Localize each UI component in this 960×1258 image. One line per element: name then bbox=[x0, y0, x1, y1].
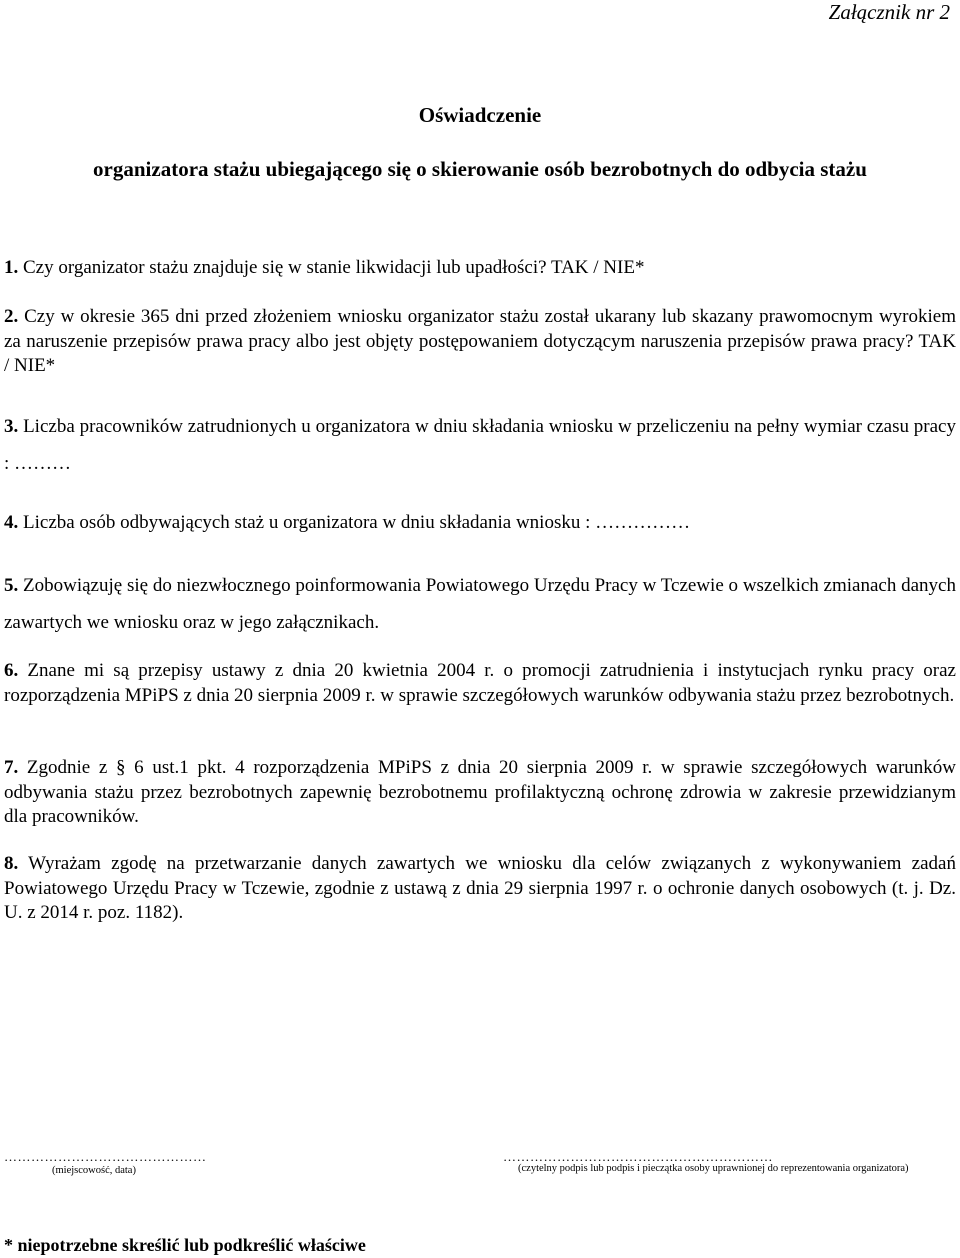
item-text: Wyrażam zgodę na przetwarzanie danych zawartych we wniosku dla celów związanych z wykonywaniem zadań Powiatowego Urzędu Pracy w Tczewie, zgodnie z ustawą z dnia 29 sierpnia 1997 r. o ochronie danych osobowych (t. j. Dz. U. z 2014 r. poz. 1182). bbox=[4, 853, 956, 923]
statement-item-4 bbox=[4, 511, 956, 536]
statement-item-7 bbox=[4, 756, 956, 830]
signature-left-dots: ……………………………………… bbox=[4, 1149, 207, 1164]
item-number: 2. bbox=[4, 306, 19, 327]
annex-label: Załącznik nr 2 bbox=[828, 0, 950, 24]
signature-right-dots: …………………………………………………… bbox=[503, 1149, 773, 1164]
place-date-caption: (miejscowość, data) bbox=[52, 1165, 136, 1176]
item-text: Zobowiązuję się do niezwłocznego poinformowania Powiatowego Urzędu Pracy w Tczewie o wszelkich zmianach danych zawartych we wniosku oraz w jego załącznikach. bbox=[4, 575, 956, 633]
item-number: 7. bbox=[4, 757, 19, 778]
item-number: 3. bbox=[4, 416, 19, 437]
footnote: * niepotrzebne skreślić lub podkreślić właściwe bbox=[4, 1235, 366, 1255]
item-number: 6. bbox=[4, 660, 19, 681]
statement-item-6 bbox=[4, 659, 956, 708]
item-text: Liczba pracowników zatrudnionych u organizatora w dniu składania wniosku w przeliczeniu na pełny wymiar czasu pracy : ……… bbox=[4, 416, 956, 474]
statement-item-3 bbox=[4, 408, 956, 482]
document-title: Oświadczenie bbox=[418, 103, 542, 127]
signature-caption: (czytelny podpis lub podpis i pieczątka osoby uprawnionej do reprezentowania organizatora) bbox=[518, 1163, 909, 1174]
item-text: Czy organizator stażu znajduje się w stanie likwidacji lub upadłości? TAK / NIE* bbox=[18, 257, 645, 278]
statement-item-8 bbox=[4, 852, 956, 926]
item-number: 4. bbox=[4, 512, 19, 533]
document-subtitle: organizatora stażu ubiegającego się o skierowanie osób bezrobotnych do odbycia stażu bbox=[93, 157, 867, 181]
statement-item-1 bbox=[4, 256, 956, 281]
item-number: 1. bbox=[4, 257, 19, 278]
item-number: 8. bbox=[4, 853, 19, 874]
item-text: Zgodnie z § 6 ust.1 pkt. 4 rozporządzenia MPiPS z dnia 20 sierpnia 2009 r. w sprawie szczegółowych warunków odbywania stażu przez bezrobotnych zapewnię bezrobotnemu profilaktyczną ochronę zdrowia w zakresie przewidzianym dla pracowników. bbox=[4, 757, 956, 827]
item-number: 5. bbox=[4, 575, 19, 596]
item-text: Znane mi są przepisy ustawy z dnia 20 kwietnia 2004 r. o promocji zatrudnienia i instytucjach rynku pracy oraz rozporządzenia MPiPS z dnia 20 sierpnia 2009 r. w sprawie szczegółowych warunków odbywania stażu przez bezrobotnych. bbox=[4, 660, 956, 706]
item-text: Czy w okresie 365 dni przed złożeniem wniosku organizator stażu został ukarany lub skazany prawomocnym wyrokiem za naruszenie przepisów prawa pracy albo jest objęty postępowaniem dotyczącym naruszenia przepisów prawa pracy? TAK / NIE* bbox=[4, 306, 956, 376]
statement-item-5 bbox=[4, 567, 956, 641]
statement-item-2 bbox=[4, 305, 956, 379]
item-text: Liczba osób odbywających staż u organizatora w dniu składania wniosku : …………… bbox=[18, 512, 691, 533]
